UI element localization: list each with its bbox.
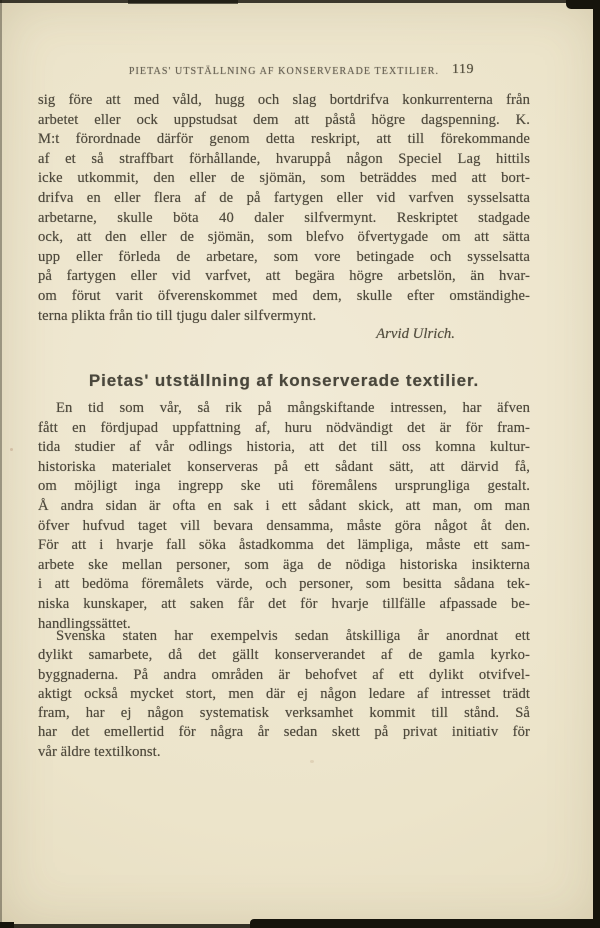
scan-edge-top: [0, 0, 600, 3]
text-line: dylikt samarbete, då det gällt konserverandet af de gamla kyrko-: [38, 647, 530, 664]
text-line: handlingssättet.: [38, 615, 131, 632]
article-paragraph-2: [38, 627, 530, 762]
text-line: har det emellertid för några år sedan skett på privat initiativ för: [38, 724, 530, 741]
text-line: Svenska staten har exempelvis sedan åtskilliga år anordnat ett: [56, 628, 530, 644]
running-header: PIETAS' UTSTÄLLNING AF KONSERVERADE TEXTILIER.: [128, 66, 440, 77]
text-line: vår äldre textilkonst.: [38, 743, 161, 760]
text-line: Å andra sidan är ofta en sak i ett sådant skick, att man, om man: [38, 497, 530, 514]
paragraph-continuation: [38, 91, 530, 326]
text-line: En tid som vår, så rik på mångskiftande intressen, har äfven: [56, 400, 530, 416]
text-line: M:t förordnade därför genom detta reskript, att till förekommande: [38, 131, 530, 148]
text-line: på fartygen eller vid varfvet, att begära högre arbetslön, än hvar-: [38, 268, 530, 285]
text-line: arbete ske mellan personer, som äga de nödiga historiska insikterna: [38, 556, 530, 573]
text-line: tida studier af vår odlings historia, att det till oss komna kultur-: [38, 439, 530, 456]
scan-edge-top-shadow: [128, 0, 238, 4]
author-signature: Arvid Ulrich.: [376, 326, 455, 342]
text-line: drifva en eller flera af de på fartygen eller vid varfven sysselsatta: [38, 189, 530, 206]
text-line: arbetet eller ock uppstudsat dem att påstå högre dagspenning. K.: [38, 111, 530, 128]
text-line: arbetarne, skulle böta 40 daler silfvermynt. Reskriptet stadgade: [38, 209, 530, 226]
page-number: 119: [452, 62, 474, 77]
text-line: öfver hufvud taget vill bevara densamma, måste göra något åt den.: [38, 517, 530, 534]
text-line: terna plikta från tio till tjugu daler silfvermynt.: [38, 307, 317, 324]
text-line: i att bedöma föremålets värde, och personer, som besitta sådana tek-: [38, 576, 530, 593]
text-line: om förut varit öfverenskommet med dem, skulle efter omständighe-: [38, 287, 530, 304]
scan-edge-left: [0, 0, 2, 928]
text-line: sig före att med våld, hugg och slag bortdrifva konkurrenterna från: [38, 92, 530, 108]
text-line: om möjligt inga ingrepp ske uti föremålens ursprungliga gestalt.: [38, 478, 530, 495]
text-line: fått en fördjupad uppfattning af, huru nödvändigt det är för fram-: [38, 419, 530, 436]
text-line: icke utkommit, den eller de sjömän, som beträddes med att bort-: [38, 170, 530, 187]
text-line: ock, att den eller de sjömän, som blefvo öfvertygade om att sätta: [38, 229, 530, 246]
text-line: upp eller förleda de arbetare, som vore betingade och sysselsatta: [38, 248, 530, 265]
text-line: byggnaderna. På andra områden är behofvet af ett dylikt otvifvel-: [38, 666, 530, 683]
article-paragraph-1: [38, 399, 530, 634]
text-line: fram, har ej någon systematisk verksamhet kommit till stånd. Så: [38, 705, 530, 722]
article-title: Pietas' utställning af konserverade textilier.: [88, 371, 480, 390]
scan-edge-bottom-right: [250, 919, 600, 928]
scan-edge-bottom-left: [0, 922, 14, 928]
text-line: niska kunskaper, att saken får det för hvarje tillfälle afpassade be-: [38, 595, 530, 612]
text-line: af et så straffbart förhållande, hvaruppå någon Speciel Lag hittils: [38, 150, 530, 167]
text-line: historiska materialet konserveras på ett sådant sätt, att därvid få,: [38, 458, 530, 475]
text-line: aktigt också mycket stort, men där ej någon ledare af intresset trädt: [38, 685, 530, 702]
text-line: För att i hvarje fall söka åstadkomma det lämpliga, måste ett sam-: [38, 537, 530, 554]
scan-edge-right: [593, 0, 600, 928]
paper-speck: [10, 448, 13, 451]
